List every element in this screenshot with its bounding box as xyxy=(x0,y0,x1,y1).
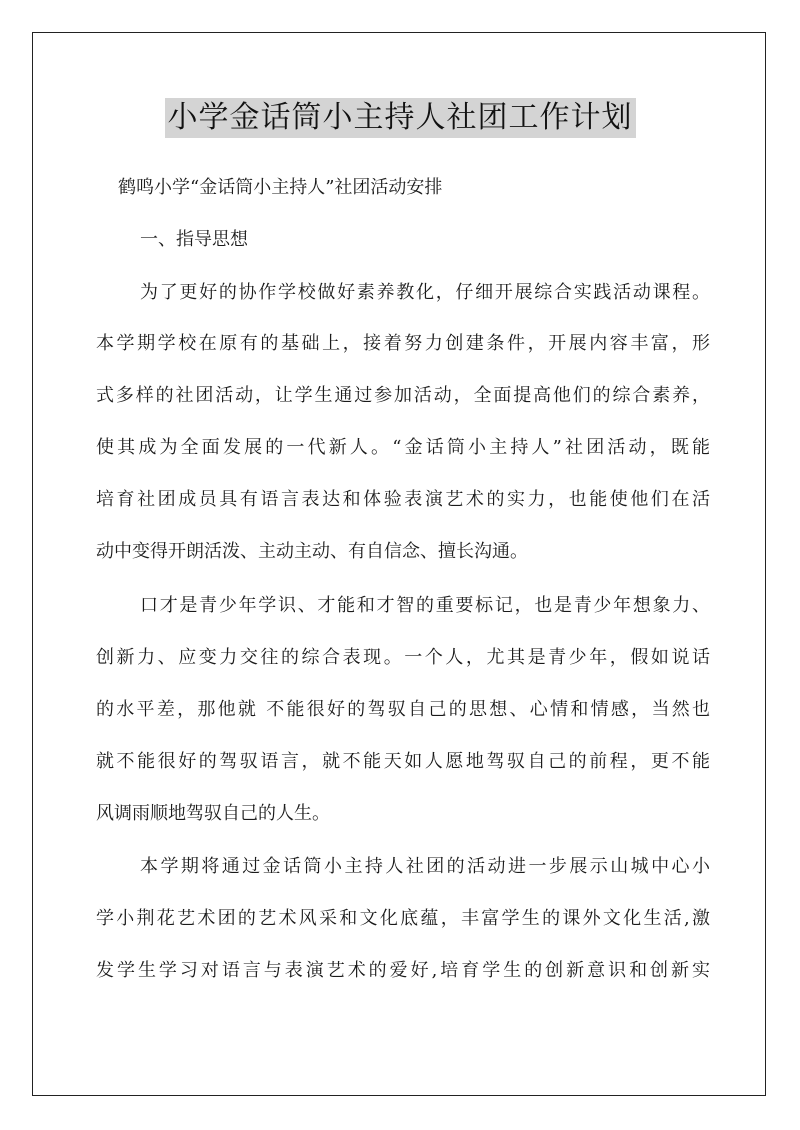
title-container xyxy=(0,98,800,138)
paragraph-line: 为了更好的协作学校做好素养教化，仔细开展综合实践活动课程。 xyxy=(140,282,710,303)
paragraph-line: 学小荆花艺术团的艺术风采和文化底蕴，丰富学生的课外文化生活,激 xyxy=(96,908,710,929)
paragraph-line: 培育社团成员具有语言表达和体验表演艺术的实力，也能使他们在活 xyxy=(96,489,710,510)
paragraph-line: 本学期学校在原有的基础上，接着努力创建条件，开展内容丰富，形 xyxy=(96,333,710,354)
paragraph-line: 的水平差，那他就 不能很好的驾驭自己的思想、心情和情感，当然也 xyxy=(96,699,710,720)
paragraph-line: 口才是青少年学识、才能和才智的重要标记，也是青少年想象力、 xyxy=(140,595,710,616)
paragraph-line: 使其成为全面发展的一代新人。“金话筒小主持人”社团活动，既能 xyxy=(96,437,710,458)
paragraph-line: 本学期将通过金话筒小主持人社团的活动进一步展示山城中心小 xyxy=(140,856,710,877)
document-subtitle: 鹤鸣小学“金话筒小主持人”社团活动安排 xyxy=(118,177,443,198)
paragraph-line: 创新力、应变力交往的综合表现。一个人，尤其是青少年，假如说话 xyxy=(96,647,710,668)
paragraph-line: 发学生学习对语言与表演艺术的爱好,培育学生的创新意识和创新实 xyxy=(96,960,710,981)
section-heading: 一、指导思想 xyxy=(140,229,248,250)
paragraph-line: 风调雨顺地驾驭自己的人生。 xyxy=(96,803,330,824)
paragraph-line: 式多样的社团活动，让学生通过参加活动，全面提高他们的综合素养， xyxy=(96,385,710,406)
paragraph-line: 动中变得开朗活泼、主动主动、有自信念、擅长沟通。 xyxy=(96,541,528,562)
document-title: 小学金话筒小主持人社团工作计划 xyxy=(165,98,636,138)
paragraph-line: 就不能很好的驾驭语言，就不能天如人愿地驾驭自己的前程，更不能 xyxy=(96,751,710,772)
